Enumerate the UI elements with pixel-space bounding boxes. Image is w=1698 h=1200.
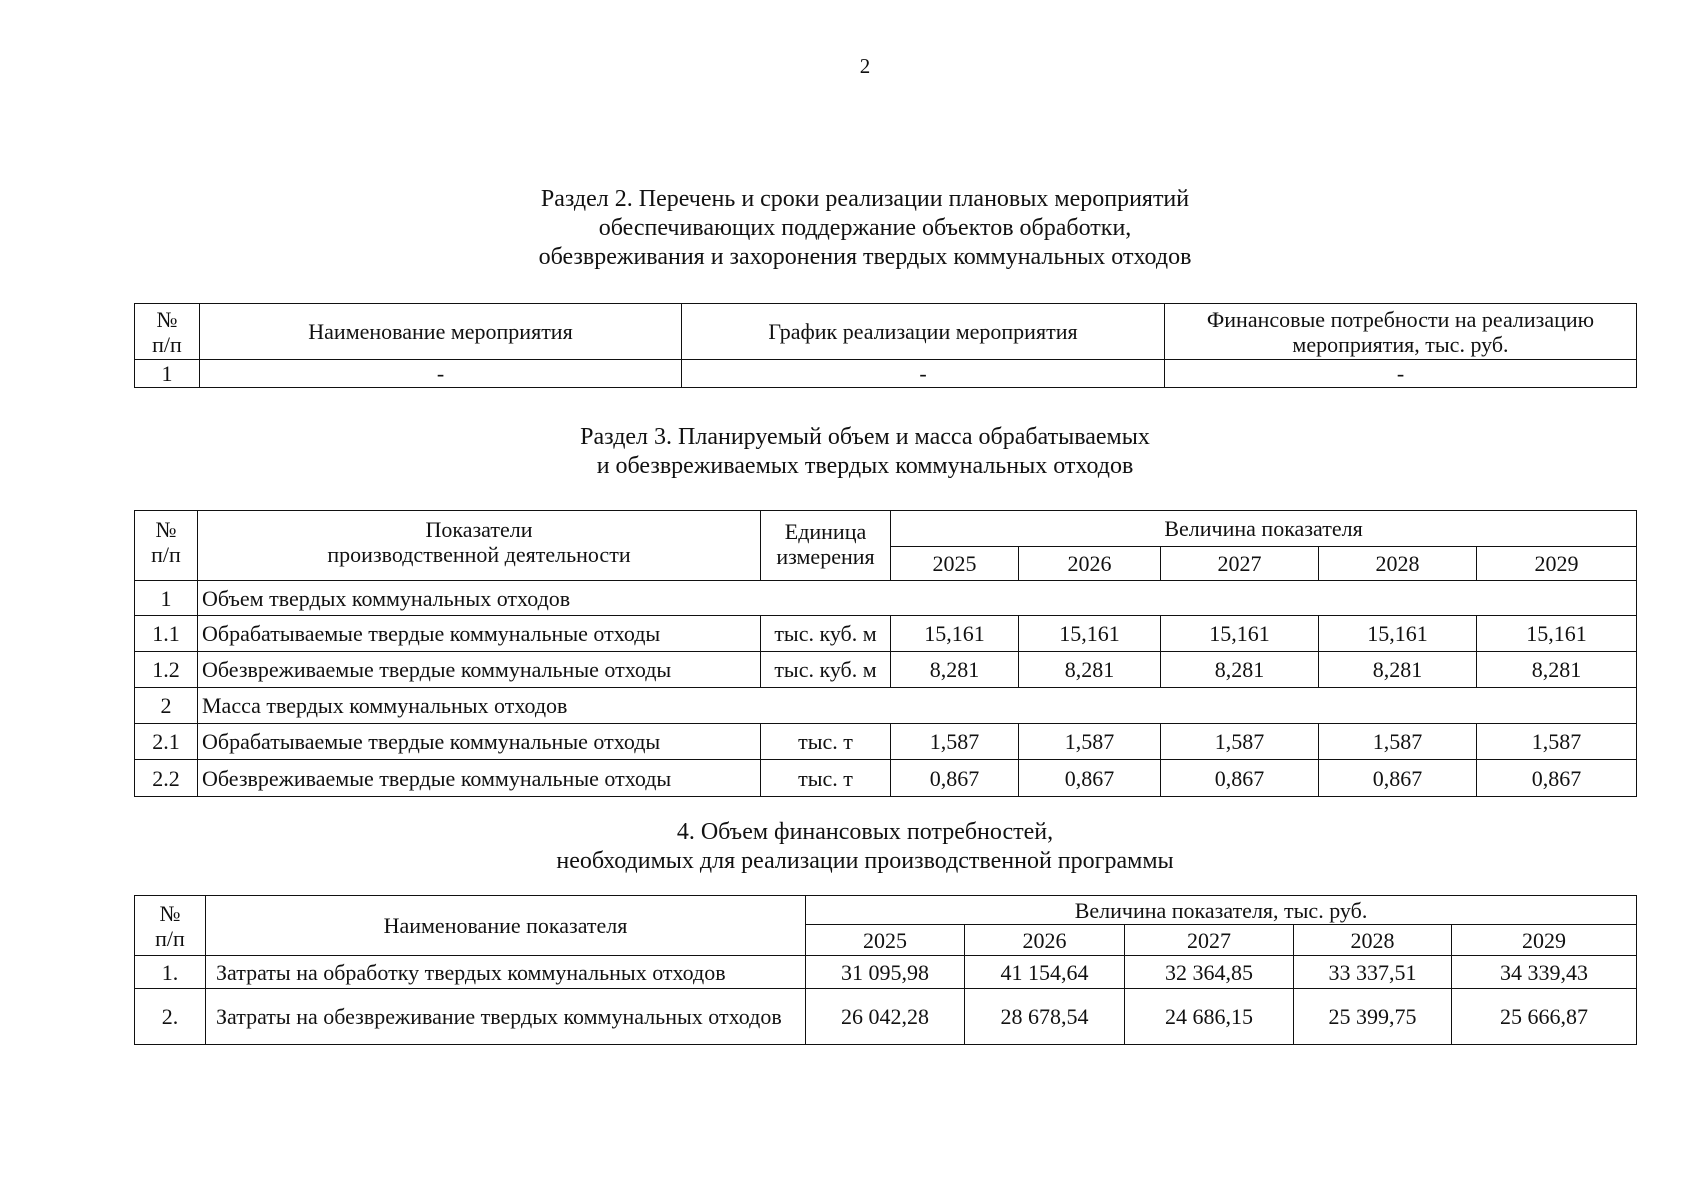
section3-title-line: Раздел 3. Планируемый объем и масса обрабатываемых	[580, 424, 1150, 450]
col-header-indicators: Показатели производственной деятельности	[198, 511, 761, 581]
cell-value: 8,281	[1019, 652, 1161, 688]
cell-value: 15,161	[1019, 616, 1161, 652]
cell-name: -	[200, 360, 682, 388]
cell-name: Обрабатываемые твердые коммунальные отходы	[198, 616, 761, 652]
col-header-value: Величина показателя	[891, 511, 1637, 547]
col-header-name: Наименование показателя	[206, 896, 806, 956]
cell-num: 2.1	[135, 724, 198, 760]
col-header-year: 2028	[1319, 547, 1477, 581]
col-header-year: 2026	[1019, 547, 1161, 581]
col-header-year: 2027	[1161, 547, 1319, 581]
cell-value: 8,281	[1161, 652, 1319, 688]
cell-value: 15,161	[1161, 616, 1319, 652]
cell-value: 1,587	[1477, 724, 1637, 760]
col-header-year: 2029	[1452, 925, 1637, 956]
section4-title-line: необходимых для реализации производственной программы	[556, 848, 1174, 874]
col-header-name: Наименование мероприятия	[200, 304, 682, 360]
cell-value: 25 666,87	[1452, 989, 1637, 1045]
cell-unit: тыс. т	[761, 760, 891, 797]
col-header-num: № п/п	[135, 896, 206, 956]
section2-title-line: обеспечивающих поддержание объектов обработки,	[598, 215, 1132, 241]
cell-finance: -	[1165, 360, 1637, 388]
table-row	[135, 360, 1637, 388]
col-header-year: 2028	[1294, 925, 1452, 956]
cell-unit: тыс. т	[761, 724, 891, 760]
col-header-year: 2029	[1477, 547, 1637, 581]
cell-num: 1.	[135, 956, 206, 989]
section2-table	[134, 303, 1637, 388]
cell-value: 31 095,98	[806, 956, 965, 989]
cell-value: 15,161	[1477, 616, 1637, 652]
cell-value: 0,867	[1019, 760, 1161, 797]
table-row	[135, 616, 1637, 652]
cell-value: 0,867	[1319, 760, 1477, 797]
cell-unit: тыс. куб. м	[761, 652, 891, 688]
page-number: 2	[859, 54, 871, 78]
cell-value: 25 399,75	[1294, 989, 1452, 1045]
col-header-year: 2025	[891, 547, 1019, 581]
cell-name: Затраты на обезвреживание твердых коммунальных отходов	[206, 989, 806, 1045]
section4-title-line: 4. Объем финансовых потребностей,	[676, 819, 1054, 845]
col-header-year: 2027	[1125, 925, 1294, 956]
cell-value: 8,281	[891, 652, 1019, 688]
cell-num: 2	[135, 688, 198, 724]
cell-value: 32 364,85	[1125, 956, 1294, 989]
col-header-num: № п/п	[135, 511, 198, 581]
cell-schedule: -	[682, 360, 1165, 388]
cell-num: 1	[135, 581, 198, 616]
cell-group-name: Масса твердых коммунальных отходов	[198, 688, 1637, 724]
section2-title-line: обезвреживания и захоронения твердых коммунальных отходов	[538, 244, 1192, 270]
table-row	[135, 760, 1637, 797]
cell-value: 1,587	[891, 724, 1019, 760]
table-header-row	[135, 304, 1637, 360]
cell-value: 1,587	[1019, 724, 1161, 760]
cell-value: 1,587	[1161, 724, 1319, 760]
cell-value: 8,281	[1477, 652, 1637, 688]
cell-value: 26 042,28	[806, 989, 965, 1045]
cell-value: 0,867	[1161, 760, 1319, 797]
section4-title	[0, 818, 1698, 876]
cell-num: 1.1	[135, 616, 198, 652]
cell-value: 41 154,64	[965, 956, 1125, 989]
section3-table	[134, 510, 1637, 797]
col-header-unit: Единица измерения	[761, 511, 891, 581]
cell-num: 1	[135, 360, 200, 388]
cell-num: 2.	[135, 989, 206, 1045]
cell-value: 28 678,54	[965, 989, 1125, 1045]
col-header-year: 2026	[965, 925, 1125, 956]
cell-num: 1.2	[135, 652, 198, 688]
cell-name: Обезвреживаемые твердые коммунальные отходы	[198, 652, 761, 688]
cell-value: 0,867	[1477, 760, 1637, 797]
cell-value: 15,161	[1319, 616, 1477, 652]
cell-value: 8,281	[1319, 652, 1477, 688]
cell-name: Обезвреживаемые твердые коммунальные отходы	[198, 760, 761, 797]
table-header-row	[135, 896, 1637, 925]
col-header-finance: Финансовые потребности на реализацию мероприятия, тыс. руб.	[1165, 304, 1637, 360]
cell-value: 33 337,51	[1294, 956, 1452, 989]
table-row	[135, 989, 1637, 1045]
cell-group-name: Объем твердых коммунальных отходов	[198, 581, 1637, 616]
section2-title	[0, 185, 1698, 272]
cell-name: Обрабатываемые твердые коммунальные отходы	[198, 724, 761, 760]
col-header-year: 2025	[806, 925, 965, 956]
section3-title-line: и обезвреживаемых твердых коммунальных отходов	[596, 453, 1134, 479]
col-header-schedule: График реализации мероприятия	[682, 304, 1165, 360]
cell-value: 24 686,15	[1125, 989, 1294, 1045]
section3-title	[0, 423, 1698, 481]
table-row	[135, 652, 1637, 688]
cell-value: 0,867	[891, 760, 1019, 797]
cell-value: 34 339,43	[1452, 956, 1637, 989]
col-header-num: № п/п	[135, 304, 200, 360]
table-row-group	[135, 581, 1637, 616]
table-row-group	[135, 688, 1637, 724]
col-header-value: Величина показателя, тыс. руб.	[806, 896, 1637, 925]
table-row	[135, 724, 1637, 760]
table-row	[135, 956, 1637, 989]
section2-title-line: Раздел 2. Перечень и сроки реализации плановых мероприятий	[540, 186, 1190, 212]
cell-value: 1,587	[1319, 724, 1477, 760]
cell-name: Затраты на обработку твердых коммунальных отходов	[206, 956, 806, 989]
table-header-row	[135, 511, 1637, 547]
cell-value: 15,161	[891, 616, 1019, 652]
section4-table	[134, 895, 1637, 1045]
cell-unit: тыс. куб. м	[761, 616, 891, 652]
cell-num: 2.2	[135, 760, 198, 797]
